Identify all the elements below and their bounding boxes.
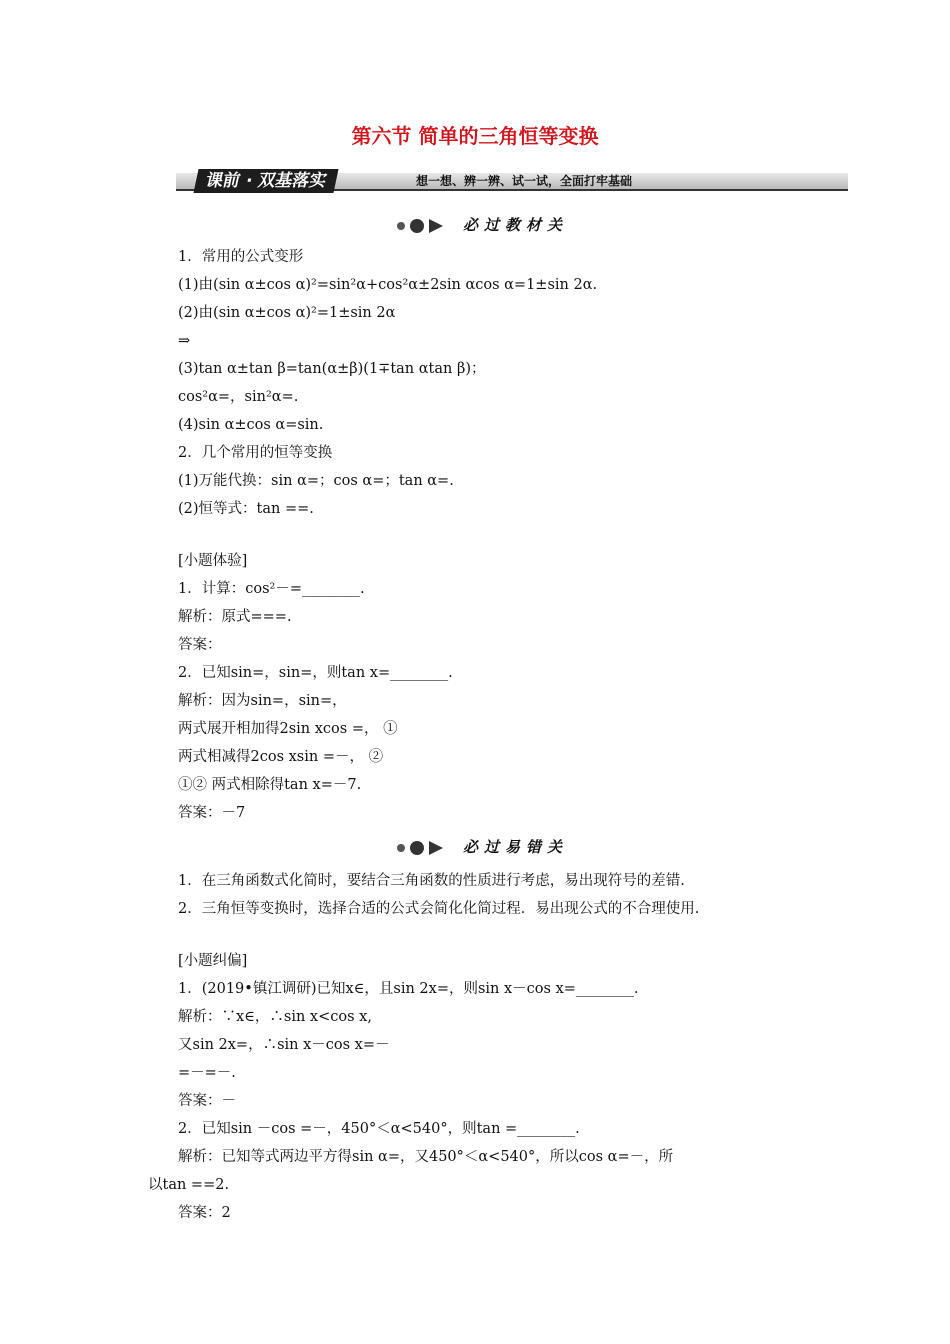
text-line: 答案：－7	[178, 805, 246, 821]
text-line: (4)sin α±cos α=sin.	[178, 417, 324, 433]
text-line: 两式相减得2cos xsin =－， ②	[178, 749, 384, 765]
text-line: 1．在三角函数式化简时，要结合三角函数的性质进行考虑，易出现符号的差错.	[178, 873, 685, 889]
text-line: 以tan ==2.	[148, 1177, 230, 1193]
text-line: 2．已知sin －cos =－，450°＜α<540°，则tan =________.	[178, 1121, 580, 1137]
section-header-errors	[395, 836, 595, 860]
section-label: 必过教材关	[463, 216, 569, 234]
text-line: 解析：原式===.	[178, 609, 292, 625]
text-line: ⇒	[178, 333, 191, 349]
text-line: =－=－.	[178, 1065, 236, 1081]
banner-tag: 课前 · 双基落实	[193, 169, 338, 193]
text-line: ①② 两式相除得tan x=－7.	[178, 777, 362, 793]
text-line: 2．三角恒等变换时，选择合适的公式会简化化简过程．易出现公式的不合理使用.	[178, 901, 700, 917]
section-label: 必过易错关	[463, 838, 569, 856]
text-line: (3)tan α±tan β=tan(α±β)(1∓tan αtan β)；	[178, 361, 486, 377]
text-line: [小题体验]	[178, 553, 248, 569]
text-line: [小题纠偏]	[178, 953, 248, 969]
section-header-textbook	[395, 214, 595, 238]
text-line: cos²α=，sin²α=.	[178, 389, 299, 405]
bullet-dots-icon	[395, 840, 457, 856]
banner-subtitle: 想一想、辨一辨、试一试，全面打牢基础	[416, 174, 633, 188]
text-line: 又sin 2x=，∴sin x－cos x=－	[178, 1037, 390, 1053]
text-line: 1．计算：cos²－=________.	[178, 581, 365, 597]
text-line: (2)由(sin α±cos α)²=1±sin 2α	[178, 305, 396, 321]
text-line: 2．已知sin=，sin=，则tan x=________.	[178, 665, 453, 681]
text-line: (1)万能代换：sin α=；cos α=；tan α=.	[178, 473, 454, 489]
text-line: (2)恒等式：tan ==.	[178, 501, 314, 517]
section-banner	[176, 169, 848, 195]
text-line: 1．常用的公式变形	[178, 249, 304, 265]
bullet-dots-icon	[395, 218, 457, 234]
text-line: 答案：	[178, 637, 222, 653]
text-line: 答案：2	[178, 1205, 231, 1221]
text-line: 解析：∵x∈，∴sin x<cos x,	[178, 1009, 372, 1025]
text-line: 1．(2019•镇江调研)已知x∈，且sin 2x=，则sin x－cos x=________.	[178, 981, 639, 997]
text-line: 解析：已知等式两边平方得sin α=，又450°＜α<540°，所以cos α=－，所	[178, 1149, 674, 1165]
text-line: 答案：－	[178, 1093, 236, 1109]
text-line: 解析：因为sin=，sin=，	[178, 693, 347, 709]
text-line: 两式展开相加得2sin xcos =， ①	[178, 721, 398, 737]
text-line: 2．几个常用的恒等变换	[178, 445, 333, 461]
page-title: 第六节 简单的三角恒等变换	[351, 124, 599, 148]
text-line: (1)由(sin α±cos α)²=sin²α+cos²α±2sin αcos α=1±sin 2α.	[178, 277, 598, 293]
